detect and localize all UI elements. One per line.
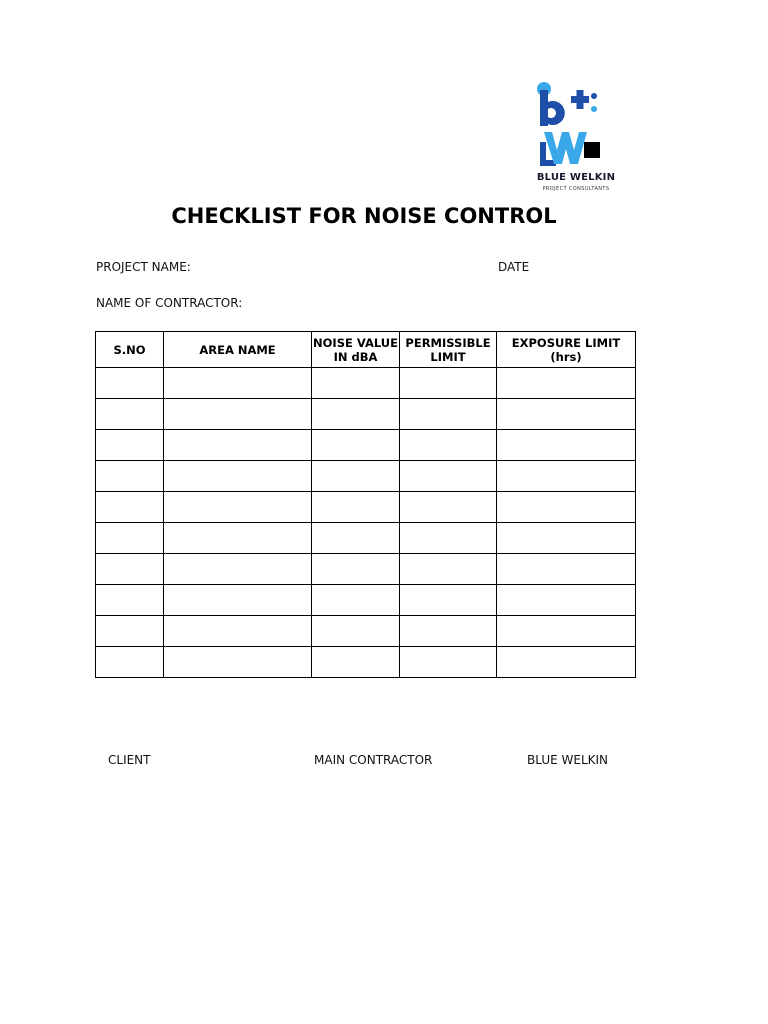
permissible-limit-cell[interactable] — [400, 523, 497, 554]
table-row — [96, 461, 636, 492]
noise-value-cell[interactable] — [312, 554, 400, 585]
exposure-limit-cell[interactable] — [497, 461, 636, 492]
sno-cell[interactable] — [96, 554, 164, 585]
company-logo — [530, 80, 622, 196]
table-header-row — [96, 332, 636, 368]
page-title: CHECKLIST FOR NOISE CONTROL — [171, 204, 557, 228]
exposure-limit-cell[interactable] — [497, 368, 636, 399]
column-header-permissible-limit — [400, 332, 497, 368]
table-row — [96, 616, 636, 647]
sno-cell[interactable] — [96, 492, 164, 523]
exposure-limit-cell[interactable] — [497, 430, 636, 461]
sno-cell[interactable] — [96, 461, 164, 492]
noise-value-cell[interactable] — [312, 647, 400, 678]
permissible-limit-cell[interactable] — [400, 616, 497, 647]
permissible-limit-cell[interactable] — [400, 554, 497, 585]
noise-value-cell[interactable] — [312, 399, 400, 430]
sno-cell[interactable] — [96, 647, 164, 678]
area-name-cell[interactable] — [164, 616, 312, 647]
table-row — [96, 523, 636, 554]
permissible-header-line1: PERMISSIBLE — [405, 335, 491, 350]
table-body — [96, 368, 636, 678]
column-header-area-name: AREA NAME — [164, 332, 312, 368]
exposure-limit-cell[interactable] — [497, 492, 636, 523]
logo-tagline: PROJECT CONSULTANTS — [542, 186, 610, 192]
blue-welkin-logo-icon — [534, 80, 602, 168]
table-row — [96, 492, 636, 523]
permissible-limit-cell[interactable] — [400, 647, 497, 678]
sno-cell[interactable] — [96, 399, 164, 430]
permissible-limit-cell[interactable] — [400, 585, 497, 616]
sno-cell[interactable] — [96, 616, 164, 647]
sno-cell[interactable] — [96, 430, 164, 461]
sno-cell[interactable] — [96, 585, 164, 616]
noise-value-cell[interactable] — [312, 616, 400, 647]
permissible-header-line2: LIMIT — [430, 349, 466, 364]
noise-value-cell[interactable] — [312, 461, 400, 492]
noise-value-cell[interactable] — [312, 430, 400, 461]
date-label: DATE — [498, 260, 530, 274]
exposure-limit-cell[interactable] — [497, 554, 636, 585]
exposure-limit-cell[interactable] — [497, 399, 636, 430]
exposure-limit-cell[interactable] — [497, 616, 636, 647]
area-name-cell[interactable] — [164, 461, 312, 492]
table-row — [96, 368, 636, 399]
area-name-cell[interactable] — [164, 585, 312, 616]
area-name-cell[interactable] — [164, 647, 312, 678]
table-row — [96, 554, 636, 585]
signature-blue-welkin: BLUE WELKIN — [527, 753, 609, 767]
noise-value-cell[interactable] — [312, 585, 400, 616]
area-name-cell[interactable] — [164, 430, 312, 461]
area-name-cell[interactable] — [164, 523, 312, 554]
contractor-name-label: NAME OF CONTRACTOR: — [96, 296, 243, 310]
sno-cell[interactable] — [96, 523, 164, 554]
column-header-sno: S.NO — [96, 332, 164, 368]
noise-value-cell[interactable] — [312, 523, 400, 554]
sno-cell[interactable] — [96, 368, 164, 399]
noise-value-cell[interactable] — [312, 492, 400, 523]
table-row — [96, 647, 636, 678]
permissible-limit-cell[interactable] — [400, 368, 497, 399]
permissible-limit-cell[interactable] — [400, 492, 497, 523]
project-name-label: PROJECT NAME: — [96, 260, 191, 274]
logo-company-name: BLUE WELKIN — [536, 172, 616, 183]
signature-client: CLIENT — [108, 753, 151, 767]
permissible-limit-cell[interactable] — [400, 430, 497, 461]
area-name-cell[interactable] — [164, 399, 312, 430]
noise-value-cell[interactable] — [312, 368, 400, 399]
noise-checklist-table — [95, 331, 636, 678]
area-name-cell[interactable] — [164, 554, 312, 585]
table-row — [96, 585, 636, 616]
column-header-exposure-limit: EXPOSURE LIMIT (hrs) — [497, 332, 636, 368]
area-name-cell[interactable] — [164, 492, 312, 523]
exposure-limit-cell[interactable] — [497, 523, 636, 554]
area-name-cell[interactable] — [164, 368, 312, 399]
permissible-limit-cell[interactable] — [400, 461, 497, 492]
exposure-limit-cell[interactable] — [497, 647, 636, 678]
table-row — [96, 430, 636, 461]
noise-header-line2: IN dBA — [333, 349, 378, 364]
exposure-limit-cell[interactable] — [497, 585, 636, 616]
permissible-limit-cell[interactable] — [400, 399, 497, 430]
column-header-noise-value — [312, 332, 400, 368]
table-row — [96, 399, 636, 430]
noise-header-line1: NOISE VALUE — [313, 335, 398, 350]
signature-main-contractor: MAIN CONTRACTOR — [314, 753, 433, 767]
